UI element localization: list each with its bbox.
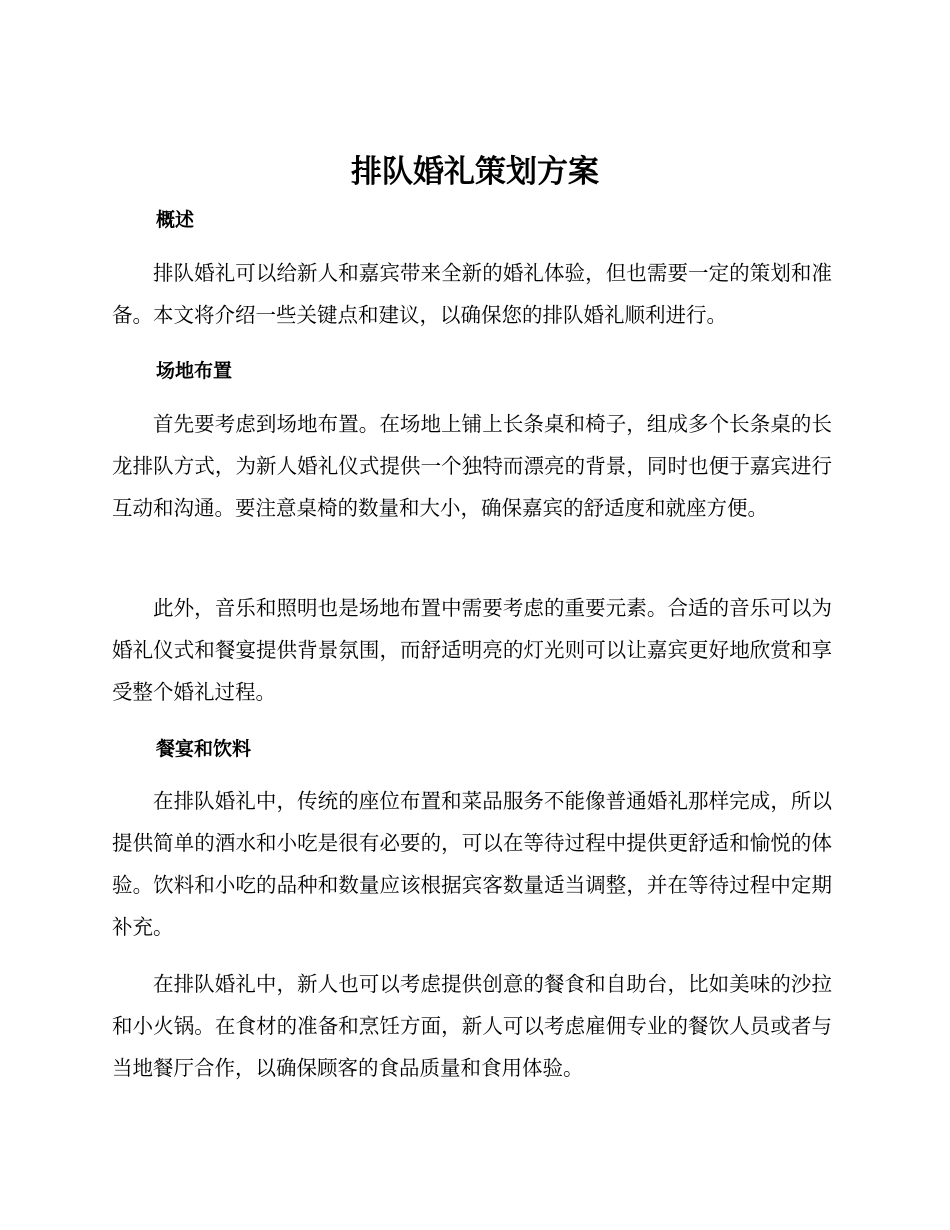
paragraph-venue-1: 首先要考虑到场地布置。在场地上铺上长条桌和椅子，组成多个长条桌的长龙排队方式，为新人婚礼仪式提供一个独特而漂亮的背景，同时也便于嘉宾进行互动和沟通。要注意桌椅的数量和大小，确保嘉宾的舒适度和就座方便。 bbox=[112, 412, 832, 520]
section-heading-catering: 餐宴和饮料 bbox=[156, 738, 252, 760]
paragraph-catering-1: 在排队婚礼中，传统的座位布置和菜品服务不能像普通婚礼那样完成，所以提供简单的酒水和小吃是很有必要的，可以在等待过程中提供更舒适和愉悦的体验。饮料和小吃的品种和数量应该根据宾客数量适当调整，并在等待过程中定期补充。 bbox=[112, 789, 832, 939]
paragraph-overview: 排队婚礼可以给新人和嘉宾带来全新的婚礼体验，但也需要一定的策划和准备。本文将介绍一些关键点和建议，以确保您的排队婚礼顺利进行。 bbox=[112, 261, 832, 327]
paragraph-venue-2: 此外，音乐和照明也是场地布置中需要考虑的重要元素。合适的音乐可以为婚礼仪式和餐宴提供背景氛围，而舒适明亮的灯光则可以让嘉宾更好地欣赏和享受整个婚礼过程。 bbox=[112, 596, 832, 704]
section-heading-venue: 场地布置 bbox=[156, 360, 233, 382]
paragraph-catering-2: 在排队婚礼中，新人也可以考虑提供创意的餐食和自助台，比如美味的沙拉和小火锅。在食材的准备和烹饪方面，新人可以考虑雇佣专业的餐饮人员或者与当地餐厅合作，以确保顾客的食品质量和食用体验。 bbox=[112, 972, 832, 1080]
document-title: 排队婚礼策划方案 bbox=[351, 154, 599, 190]
section-heading-overview: 概述 bbox=[156, 209, 195, 231]
